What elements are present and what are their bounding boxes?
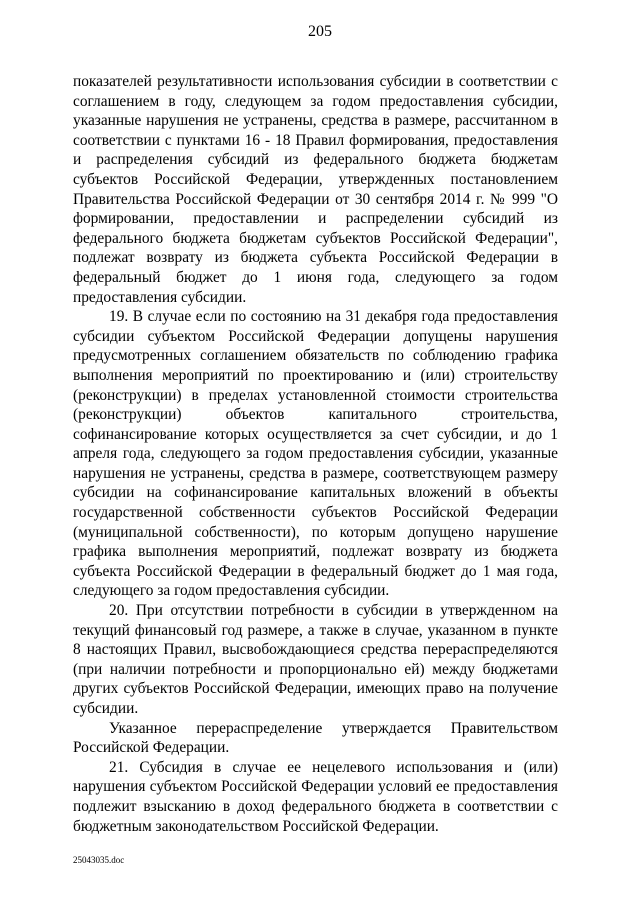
paragraph-redistribution: Указанное перераспределение утверждается Правительством Российской Федерации. [73, 719, 558, 757]
page-number: 205 [308, 23, 332, 40]
paragraph-clause-19: 19. В случае если по состоянию на 31 декабря года предоставления субсидии субъектом Российской Федерации допущены нарушения предусмотренных соглашением обязательств по соблюдению графика выполнения мероприятий по проектированию и (или) строительству (реконструкции) в пределах установленной стоимости строительства (реконструкции) объектов капитального строительства, софинансирование которых осуществляется за счет субсидии, и до 1 апреля года, следующего за годом предоставления субсидии, указанные нарушения не устранены, средства в размере, соответствующем размеру субсидии на софинансирование капитальных вложений в объекты государственной собственности субъектов Российской Федерации (муниципальной собственности), по которым допущено нарушение графика выполнения мероприятий, подлежат возврату из бюджета субъекта Российской Федерации в федеральный бюджет до 1 мая года, следующего за годом предоставления субсидии. [73, 308, 558, 600]
paragraph-clause-21: 21. Субсидия в случае ее нецелевого использования и (или) нарушения субъектом Российской Федерации условий ее предоставления подлежит взысканию в доход федерального бюджета в соответствии с бюджетным законодательством Российской Федерации. [73, 758, 558, 835]
footer-file-name: 25043035.doc [73, 855, 125, 865]
paragraph-continuation: показателей результативности использования субсидии в соответствии с соглашением в году, следующем за годом предоставления субсидии, указанные нарушения не устранены, средства в размере, рассчитанном в соответствии с пунктами 16 - 18 Правил формирования, предоставления и распределения субсидий из федерального бюджета бюджетам субъектов Российской Федерации, утвержденных постановлением Правительства Российской Федерации от 30 сентября 2014 г. № 999 "О формировании, предоставлении и распределении субсидий из федерального бюджета бюджетам субъектов Российской Федерации", подлежат возврату из бюджета субъекта Российской Федерации в федеральный бюджет до 1 июня года, следующего за годом предоставления субсидии. [73, 73, 558, 306]
document-body [73, 72, 558, 836]
paragraph-clause-20: 20. При отсутствии потребности в субсидии в утвержденном на текущий финансовый год размере, а также в случае, указанном в пункте 8 настоящих Правил, высвобождающиеся средства перераспределяются (при наличии потребности и пропорционально ей) между бюджетами других субъектов Российской Федерации, имеющих право на получение субсидии. [73, 602, 558, 717]
